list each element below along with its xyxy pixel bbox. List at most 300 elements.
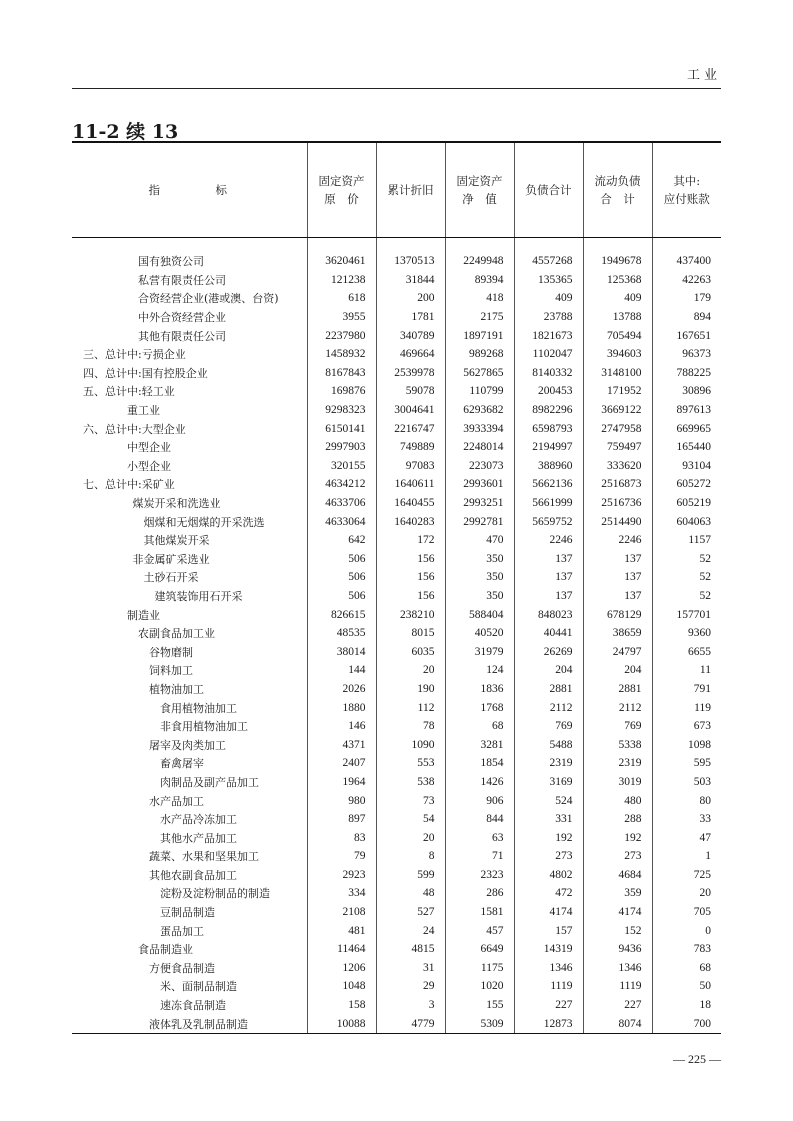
- row-value: 48: [376, 884, 445, 903]
- row-value: 137: [583, 568, 652, 587]
- row-value: 2516873: [583, 475, 652, 494]
- row-value: 144: [307, 661, 376, 680]
- row-value: 4174: [583, 903, 652, 922]
- row-value: 9360: [652, 624, 721, 643]
- header-rule: [72, 88, 721, 89]
- row-value: 595: [652, 754, 721, 773]
- row-value: 588404: [445, 605, 514, 624]
- row-value: 759497: [583, 438, 652, 457]
- row-value: 783: [652, 940, 721, 959]
- row-value: 2747958: [583, 419, 652, 438]
- table-row: [72, 605, 721, 624]
- row-value: 155: [445, 996, 514, 1015]
- row-value: 192: [583, 828, 652, 847]
- row-value: 2112: [583, 698, 652, 717]
- table-row: [72, 382, 721, 401]
- row-value: 20: [376, 661, 445, 680]
- row-value: 1102047: [514, 345, 583, 364]
- row-value: 204: [514, 661, 583, 680]
- table-row: [72, 773, 721, 792]
- row-value: 1949678: [583, 252, 652, 271]
- row-value: 1897191: [445, 326, 514, 345]
- row-value: 6649: [445, 940, 514, 959]
- row-label: 农副食品加工业: [138, 627, 215, 641]
- row-value: 1020: [445, 977, 514, 996]
- row-value: 1346: [583, 959, 652, 978]
- row-value: 83: [307, 828, 376, 847]
- row-value: 4815: [376, 940, 445, 959]
- row-value: 506: [307, 587, 376, 606]
- row-label: 私营有限责任公司: [138, 273, 226, 287]
- row-label: 植物油加工: [149, 682, 204, 696]
- row-value: 6035: [376, 642, 445, 661]
- row-value: 2194997: [514, 438, 583, 457]
- col-header-original-value: 固定资产 原 价: [307, 143, 376, 238]
- row-value: 171952: [583, 382, 652, 401]
- row-value: 157701: [652, 605, 721, 624]
- row-value: 24797: [583, 642, 652, 661]
- table-row: [72, 550, 721, 569]
- row-value: 9298323: [307, 401, 376, 420]
- row-value: 1206: [307, 959, 376, 978]
- row-value: 2992781: [445, 512, 514, 531]
- row-label: 其他农副食品加工: [149, 868, 237, 882]
- row-label: 烟煤和无烟煤的开采洗选: [143, 515, 265, 529]
- table-row: [72, 717, 721, 736]
- row-value: 791: [652, 680, 721, 699]
- table-row: [72, 289, 721, 308]
- row-value: 334: [307, 884, 376, 903]
- row-value: 146: [307, 717, 376, 736]
- row-value: 897: [307, 810, 376, 829]
- row-value: 669965: [652, 419, 721, 438]
- row-value: 3169: [514, 773, 583, 792]
- row-value: 238210: [376, 605, 445, 624]
- row-value: 273: [514, 847, 583, 866]
- table-row: [72, 661, 721, 680]
- row-label: 其他有限责任公司: [138, 329, 226, 343]
- row-value: 4779: [376, 1014, 445, 1033]
- row-value: 642: [307, 531, 376, 550]
- row-value: 1964: [307, 773, 376, 792]
- row-value: 12873: [514, 1014, 583, 1033]
- row-value: 2248014: [445, 438, 514, 457]
- row-label: 米、面制品制造: [160, 980, 237, 994]
- row-value: 6655: [652, 642, 721, 661]
- row-value: 409: [583, 289, 652, 308]
- row-value: 848023: [514, 605, 583, 624]
- row-value: 8167843: [307, 364, 376, 383]
- row-value: 97083: [376, 457, 445, 476]
- row-value: 2516736: [583, 494, 652, 513]
- row-value: 2514490: [583, 512, 652, 531]
- row-label: 蛋品加工: [160, 924, 204, 938]
- row-value: 350: [445, 568, 514, 587]
- row-value: 223073: [445, 457, 514, 476]
- row-value: 2539978: [376, 364, 445, 383]
- table-row: [72, 624, 721, 643]
- row-value: 52: [652, 587, 721, 606]
- row-value: 3148100: [583, 364, 652, 383]
- row-value: 2112: [514, 698, 583, 717]
- row-value: 472: [514, 884, 583, 903]
- row-value: 172: [376, 531, 445, 550]
- table-row: [72, 810, 721, 829]
- row-value: 112: [376, 698, 445, 717]
- row-label: 食用植物油加工: [160, 701, 237, 715]
- row-value: 96373: [652, 345, 721, 364]
- table-row: [72, 271, 721, 290]
- row-label: 饲料加工: [149, 664, 193, 678]
- row-value: 20: [652, 884, 721, 903]
- row-value: 78: [376, 717, 445, 736]
- table-row: [72, 940, 721, 959]
- row-value: 1157: [652, 531, 721, 550]
- table-row: [72, 698, 721, 717]
- row-value: 3281: [445, 735, 514, 754]
- row-value: 2246: [583, 531, 652, 550]
- row-value: 469664: [376, 345, 445, 364]
- row-value: 749889: [376, 438, 445, 457]
- row-value: 8982296: [514, 401, 583, 420]
- row-value: 5662136: [514, 475, 583, 494]
- row-value: 894: [652, 308, 721, 327]
- row-value: 705494: [583, 326, 652, 345]
- row-value: 125368: [583, 271, 652, 290]
- row-value: 1836: [445, 680, 514, 699]
- row-value: 3933394: [445, 419, 514, 438]
- row-value: 1: [652, 847, 721, 866]
- row-value: 503: [652, 773, 721, 792]
- row-value: 359: [583, 884, 652, 903]
- row-value: 179: [652, 289, 721, 308]
- table-row: [72, 308, 721, 327]
- table-row: [72, 959, 721, 978]
- row-value: 1119: [583, 977, 652, 996]
- row-value: 93104: [652, 457, 721, 476]
- row-value: 68: [652, 959, 721, 978]
- page-number: — 225 —: [673, 1052, 721, 1066]
- row-value: 119: [652, 698, 721, 717]
- row-label: 建筑装饰用石开采: [154, 589, 243, 603]
- row-value: 2249948: [445, 252, 514, 271]
- row-value: 2881: [514, 680, 583, 699]
- row-value: 418: [445, 289, 514, 308]
- row-value: 158: [307, 996, 376, 1015]
- row-value: 135365: [514, 271, 583, 290]
- row-label: 小型企业: [127, 459, 171, 473]
- table-spacer-row: [72, 238, 721, 253]
- row-value: 3955: [307, 308, 376, 327]
- row-value: 826615: [307, 605, 376, 624]
- row-value: 156: [376, 568, 445, 587]
- row-value: 320155: [307, 457, 376, 476]
- row-value: 2237980: [307, 326, 376, 345]
- row-value: 1048: [307, 977, 376, 996]
- row-value: 73: [376, 791, 445, 810]
- row-value: 38659: [583, 624, 652, 643]
- row-label: 水产品加工: [149, 794, 204, 808]
- table-body: [72, 238, 721, 1033]
- row-value: 190: [376, 680, 445, 699]
- row-value: 980: [307, 791, 376, 810]
- row-value: 4633706: [307, 494, 376, 513]
- row-value: 4557268: [514, 252, 583, 271]
- row-value: 137: [583, 550, 652, 569]
- row-value: 31844: [376, 271, 445, 290]
- row-value: 2246: [514, 531, 583, 550]
- row-value: 40441: [514, 624, 583, 643]
- row-value: 6293682: [445, 401, 514, 420]
- row-label: 其他煤炭开采: [143, 534, 210, 548]
- table-row: [72, 475, 721, 494]
- row-value: 673: [652, 717, 721, 736]
- row-value: 506: [307, 550, 376, 569]
- row-value: 52: [652, 568, 721, 587]
- row-value: 333620: [583, 457, 652, 476]
- table-row: [72, 996, 721, 1015]
- table-row: [72, 252, 721, 271]
- table-row: [72, 884, 721, 903]
- row-label: 五、总计中:轻工业: [83, 385, 175, 399]
- section-label: 工业: [686, 68, 721, 83]
- row-value: 1119: [514, 977, 583, 996]
- row-value: 52: [652, 550, 721, 569]
- row-value: 1098: [652, 735, 721, 754]
- table-row: [72, 977, 721, 996]
- row-label: 制造业: [127, 608, 160, 622]
- row-value: 2993601: [445, 475, 514, 494]
- row-value: 618: [307, 289, 376, 308]
- row-value: 1426: [445, 773, 514, 792]
- row-value: 388960: [514, 457, 583, 476]
- row-label: 三、总计中:亏损企业: [83, 348, 186, 362]
- row-value: 1640455: [376, 494, 445, 513]
- table-row: [72, 568, 721, 587]
- row-value: 2993251: [445, 494, 514, 513]
- row-value: 1458932: [307, 345, 376, 364]
- row-value: 2319: [583, 754, 652, 773]
- row-value: 137: [514, 550, 583, 569]
- row-value: 480: [583, 791, 652, 810]
- row-value: 1854: [445, 754, 514, 773]
- row-value: 18: [652, 996, 721, 1015]
- row-value: 30896: [652, 382, 721, 401]
- row-value: 13788: [583, 308, 652, 327]
- row-value: 5488: [514, 735, 583, 754]
- row-value: 4684: [583, 866, 652, 885]
- row-value: 1640283: [376, 512, 445, 531]
- row-value: 137: [583, 587, 652, 606]
- row-value: 63: [445, 828, 514, 847]
- row-value: 6598793: [514, 419, 583, 438]
- row-value: 2319: [514, 754, 583, 773]
- row-value: 506: [307, 568, 376, 587]
- row-label: 方便食品制造: [149, 961, 215, 975]
- row-value: 110799: [445, 382, 514, 401]
- row-value: 2923: [307, 866, 376, 885]
- row-value: 48535: [307, 624, 376, 643]
- row-value: 2997903: [307, 438, 376, 457]
- row-value: 350: [445, 550, 514, 569]
- row-value: 6150141: [307, 419, 376, 438]
- table-row: [72, 754, 721, 773]
- row-value: 31979: [445, 642, 514, 661]
- row-label: 畜禽屠宰: [160, 757, 204, 771]
- row-value: 1581: [445, 903, 514, 922]
- row-value: 340789: [376, 326, 445, 345]
- row-value: 4371: [307, 735, 376, 754]
- row-value: 157: [514, 921, 583, 940]
- row-value: 47: [652, 828, 721, 847]
- row-label: 豆制品制造: [160, 906, 215, 920]
- row-value: 121238: [307, 271, 376, 290]
- row-value: 409: [514, 289, 583, 308]
- table-row: [72, 438, 721, 457]
- row-value: 538: [376, 773, 445, 792]
- row-value: 156: [376, 550, 445, 569]
- row-label: 肉制品及副产品加工: [160, 775, 259, 789]
- table-row: [72, 680, 721, 699]
- row-label: 六、总计中:大型企业: [83, 422, 186, 436]
- row-value: 38014: [307, 642, 376, 661]
- row-value: 11: [652, 661, 721, 680]
- row-value: 2216747: [376, 419, 445, 438]
- row-value: 42263: [652, 271, 721, 290]
- row-value: 1640611: [376, 475, 445, 494]
- row-value: 40520: [445, 624, 514, 643]
- row-label: 非金属矿采选业: [132, 552, 210, 566]
- row-value: 470: [445, 531, 514, 550]
- row-value: 2407: [307, 754, 376, 773]
- row-value: 137: [514, 568, 583, 587]
- row-value: 59078: [376, 382, 445, 401]
- col-header-accounts-payable: 其中: 应付账款: [652, 143, 721, 238]
- row-value: 1821673: [514, 326, 583, 345]
- table-row: [72, 866, 721, 885]
- data-table: [72, 143, 721, 1033]
- row-label: 七、总计中:采矿业: [83, 478, 175, 492]
- table-row: [72, 512, 721, 531]
- row-value: 700: [652, 1014, 721, 1033]
- row-label: 中型企业: [127, 441, 171, 455]
- row-value: 33: [652, 810, 721, 829]
- row-value: 5659752: [514, 512, 583, 531]
- row-label: 屠宰及肉类加工: [149, 738, 226, 752]
- row-value: 331: [514, 810, 583, 829]
- row-value: 678129: [583, 605, 652, 624]
- row-value: 80: [652, 791, 721, 810]
- row-value: 2175: [445, 308, 514, 327]
- table-row: [72, 587, 721, 606]
- row-value: 204: [583, 661, 652, 680]
- row-value: 1090: [376, 735, 445, 754]
- row-value: 394603: [583, 345, 652, 364]
- row-value: 89394: [445, 271, 514, 290]
- row-value: 50: [652, 977, 721, 996]
- row-value: 23788: [514, 308, 583, 327]
- row-value: 5338: [583, 735, 652, 754]
- row-label: 煤炭开采和洗选业: [132, 497, 221, 511]
- col-header-total-liabilities: 负债合计: [514, 143, 583, 238]
- row-value: 54: [376, 810, 445, 829]
- row-label: 其他水产品加工: [160, 831, 237, 845]
- row-value: 5627865: [445, 364, 514, 383]
- row-label: 蔬菜、水果和坚果加工: [149, 850, 259, 864]
- table-row: [72, 903, 721, 922]
- table-row: [72, 494, 721, 513]
- row-value: 4634212: [307, 475, 376, 494]
- row-value: 288: [583, 810, 652, 829]
- row-value: 273: [583, 847, 652, 866]
- row-value: 2323: [445, 866, 514, 885]
- row-value: 524: [514, 791, 583, 810]
- row-value: 3019: [583, 773, 652, 792]
- row-label: 速冻食品制造: [160, 999, 226, 1013]
- row-label: 淀粉及淀粉制品的制造: [160, 887, 270, 901]
- row-value: 1175: [445, 959, 514, 978]
- row-value: 725: [652, 866, 721, 885]
- row-label: 液体乳及乳制品制造: [149, 1017, 248, 1031]
- row-value: 437400: [652, 252, 721, 271]
- row-value: 481: [307, 921, 376, 940]
- table-row: [72, 735, 721, 754]
- data-table-container: [72, 141, 721, 1034]
- row-value: 605272: [652, 475, 721, 494]
- row-value: 605219: [652, 494, 721, 513]
- table-row: [72, 642, 721, 661]
- row-value: 8015: [376, 624, 445, 643]
- table-row: [72, 847, 721, 866]
- table-row: [72, 531, 721, 550]
- row-value: 10088: [307, 1014, 376, 1033]
- table-row: [72, 419, 721, 438]
- row-value: 4802: [514, 866, 583, 885]
- row-value: 553: [376, 754, 445, 773]
- row-value: 167651: [652, 326, 721, 345]
- row-label: 中外合资经营企业: [138, 311, 226, 325]
- row-value: 2026: [307, 680, 376, 699]
- row-label: 合资经营企业(港或澳、台资): [138, 292, 279, 306]
- row-value: 137: [514, 587, 583, 606]
- table-header-row: [72, 143, 721, 238]
- row-value: 1768: [445, 698, 514, 717]
- row-value: 5661999: [514, 494, 583, 513]
- row-value: 8: [376, 847, 445, 866]
- row-label: 土砂石开采: [143, 571, 199, 585]
- table-row: [72, 1014, 721, 1033]
- table-row: [72, 828, 721, 847]
- row-value: 457: [445, 921, 514, 940]
- row-value: 844: [445, 810, 514, 829]
- row-label: 重工业: [127, 404, 160, 418]
- row-value: 192: [514, 828, 583, 847]
- row-value: 8140332: [514, 364, 583, 383]
- row-value: 527: [376, 903, 445, 922]
- table-row: [72, 457, 721, 476]
- row-value: 4174: [514, 903, 583, 922]
- row-value: 227: [514, 996, 583, 1015]
- row-value: 350: [445, 587, 514, 606]
- row-value: 2881: [583, 680, 652, 699]
- table-row: [72, 364, 721, 383]
- row-value: 68: [445, 717, 514, 736]
- row-value: 604063: [652, 512, 721, 531]
- row-value: 2108: [307, 903, 376, 922]
- row-value: 156: [376, 587, 445, 606]
- col-header-indicator: 指 标: [72, 143, 307, 238]
- row-value: 286: [445, 884, 514, 903]
